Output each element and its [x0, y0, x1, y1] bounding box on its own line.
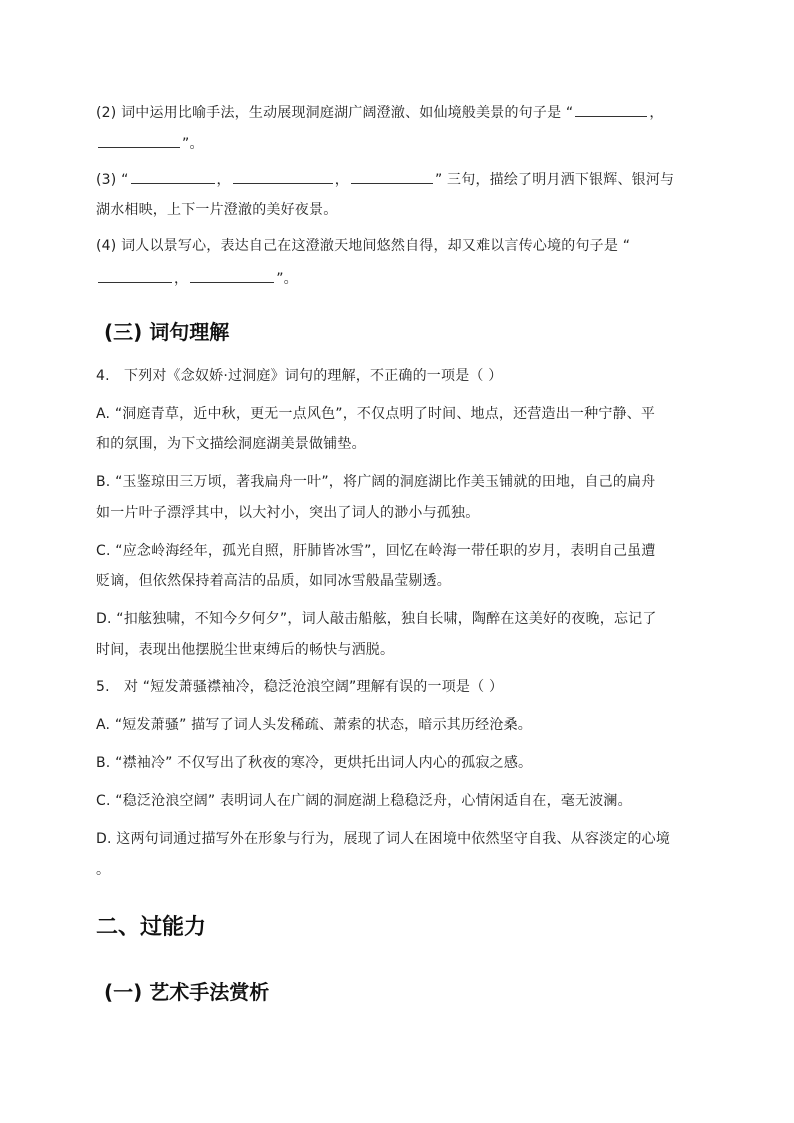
q4-stem: 4. 下列对《念奴娇·过洞庭》词句的理解，不正确的一项是（ ）	[96, 368, 503, 384]
q4-option-a-line-2: 和的氛围，为下文描绘洞庭湖美景做铺垫。	[96, 436, 366, 452]
q5-stem: 5. 对 “短发萧骚襟袖冷，稳泛沧浪空阔”理解有误的一项是（ ）	[96, 679, 504, 695]
q3-line-2-text: 湖水相映，上下一片澄澈的美好夜景。	[96, 202, 338, 218]
q5-option-d-line-2: 。	[96, 862, 111, 878]
q3-line-1	[96, 169, 674, 190]
q4-option-a-line-1: A. “洞庭青草，近中秋，更无一点风色”，不仅点明了时间、地点，还营造出一种宁静、平	[96, 406, 656, 422]
section-3-heading: (三) 词句理解	[104, 320, 230, 344]
q2-blank-1[interactable]	[575, 102, 647, 117]
q2-line-1	[96, 102, 664, 123]
q3-line-2	[96, 200, 337, 220]
q2-line-2	[96, 133, 204, 154]
q4fill-comma: ，	[174, 271, 189, 287]
q3-blank-1[interactable]	[131, 169, 215, 184]
q2-text: (2) 词中运用比喻手法，生动展现洞庭湖广阔澄澈、如仙境般美景的句子是 “	[96, 105, 574, 121]
q5-option-c: C. “稳泛沧浪空阔” 表明词人在广阔的洞庭湖上稳稳泛舟，心情闲适自在，毫无波澜。	[96, 793, 632, 809]
q4-option-d-line-2: 时间，表现出他摆脱尘世束缚后的畅快与洒脱。	[96, 642, 395, 658]
q4fill-end: ”。	[276, 271, 298, 287]
q4-option-c-line-1: C. “应念岭海经年，孤光自照，肝肺皆冰雪”，回忆在岭海一带任职的岁月，表明自己虽遭	[96, 543, 656, 559]
q4fill-text: (4) 词人以景写心，表达自己在这澄澈天地间悠然自得，却又难以言传心境的句子是 “	[96, 238, 631, 254]
q4-option-d-line-1: D. “扣舷独啸，不知今夕何夕”，词人敲击船舷，独自长啸，陶醉在这美好的夜晚，忘记了	[96, 611, 657, 627]
q3-comma-1: ，	[216, 172, 231, 188]
q4-option-c-line-2: 贬谪，但依然保持着高洁的品质，如同冰雪般晶莹剔透。	[96, 573, 451, 589]
q4fill-blank-1[interactable]	[98, 268, 172, 283]
q3-comma-2: ，	[334, 172, 349, 188]
q2-blank-2[interactable]	[98, 133, 180, 148]
q4fill-blank-2[interactable]	[190, 268, 274, 283]
q4fill-line-1	[96, 236, 630, 256]
q5-option-b: B. “襟袖冷” 不仅写出了秋夜的寒冷，更烘托出词人内心的孤寂之感。	[96, 755, 533, 771]
q3-line-1-end: ” 三句，描绘了明月洒下银辉、银河与	[434, 172, 675, 188]
q2-end: ”。	[182, 136, 204, 152]
part-2-subsection-heading: (一) 艺术手法赏析	[104, 980, 270, 1004]
q3-blank-3[interactable]	[351, 169, 433, 184]
q4-option-b-line-1: B. “玉鉴琼田三万顷，著我扁舟一叶”，将广阔的洞庭湖比作美玉铺就的田地，自己的扁舟	[96, 474, 656, 490]
q3-blank-2[interactable]	[233, 169, 333, 184]
q2-comma: ，	[649, 105, 664, 121]
q3-open: (3) “	[96, 172, 129, 188]
q4-option-b-line-2: 如一片叶子漂浮其中，以大衬小，突出了词人的渺小与孤独。	[96, 505, 480, 521]
q5-option-d-line-1: D. 这两句词通过描写外在形象与行为，展现了词人在困境中依然坚守自我、从容淡定的心境	[96, 831, 671, 847]
q4fill-line-2	[96, 268, 298, 289]
part-2-heading: 二、过能力	[96, 915, 207, 940]
q5-option-a: A. “短发萧骚” 描写了词人头发稀疏、萧索的状态，暗示其历经沧桑。	[96, 717, 532, 733]
